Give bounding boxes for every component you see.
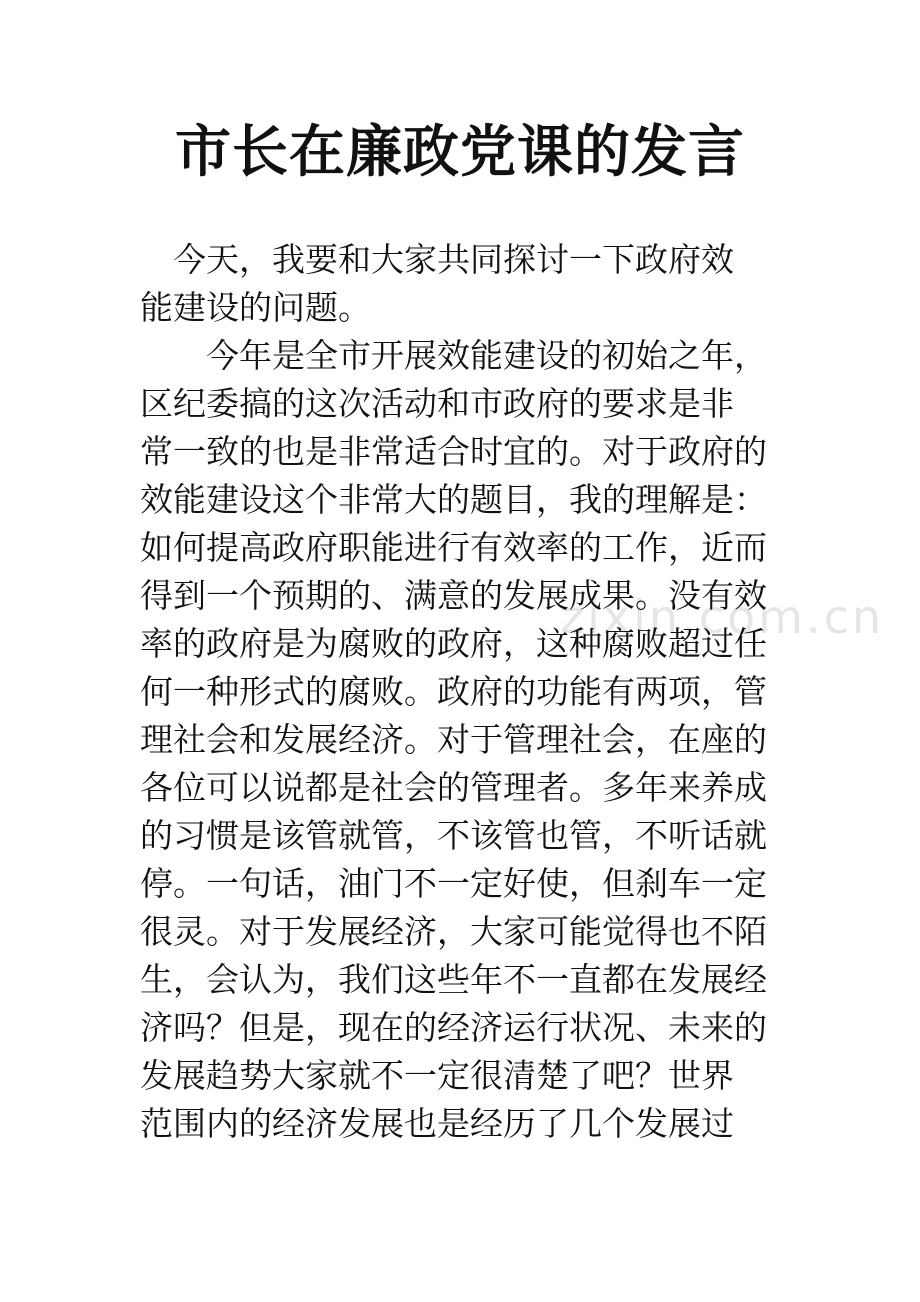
body-line: 范围内的经济发展也是经历了几个发展过 bbox=[140, 1104, 734, 1143]
body-line: 各位可以说都是社会的管理者。多年来养成 bbox=[140, 768, 767, 807]
body-line: 效能建设这个非常大的题目，我的理解是： bbox=[140, 480, 767, 519]
body-line: 生，会认为，我们这些年不一直都在发展经 bbox=[140, 960, 767, 999]
body-line: 如何提高政府职能进行有效率的工作，近而 bbox=[140, 528, 767, 567]
body-line: 率的政府是为腐败的政府，这种腐败超过任 bbox=[140, 624, 767, 663]
body-line: 何一种形式的腐败。政府的功能有两项，管 bbox=[140, 672, 767, 711]
document-title: 市长在廉政党课的发言 bbox=[175, 119, 745, 185]
body-line: 能建设的问题。 bbox=[140, 288, 371, 327]
body-line: 今年是全市开展效能建设的初始之年， bbox=[140, 336, 767, 375]
watermark: zixin.com.cn bbox=[560, 590, 885, 644]
body-line: 发展趋势大家就不一定很清楚了吧？世界 bbox=[140, 1056, 734, 1095]
body-line: 今天，我要和大家共同探讨一下政府效 bbox=[140, 240, 734, 279]
body-line: 得到一个预期的、满意的发展成果。没有效 bbox=[140, 576, 767, 615]
body-line: 的习惯是该管就管，不该管也管，不听话就 bbox=[140, 816, 767, 855]
body-line: 常一致的也是非常适合时宜的。对于政府的 bbox=[140, 432, 767, 471]
body-line: 很灵。对于发展经济，大家可能觉得也不陌 bbox=[140, 912, 767, 951]
body-line: 停。一句话，油门不一定好使，但刹车一定 bbox=[140, 864, 767, 903]
body-line: 区纪委搞的这次活动和市政府的要求是非 bbox=[140, 384, 734, 423]
body-line: 济吗？但是，现在的经济运行状况、未来的 bbox=[140, 1008, 767, 1047]
body-line: 理社会和发展经济。对于管理社会，在座的 bbox=[140, 720, 767, 759]
